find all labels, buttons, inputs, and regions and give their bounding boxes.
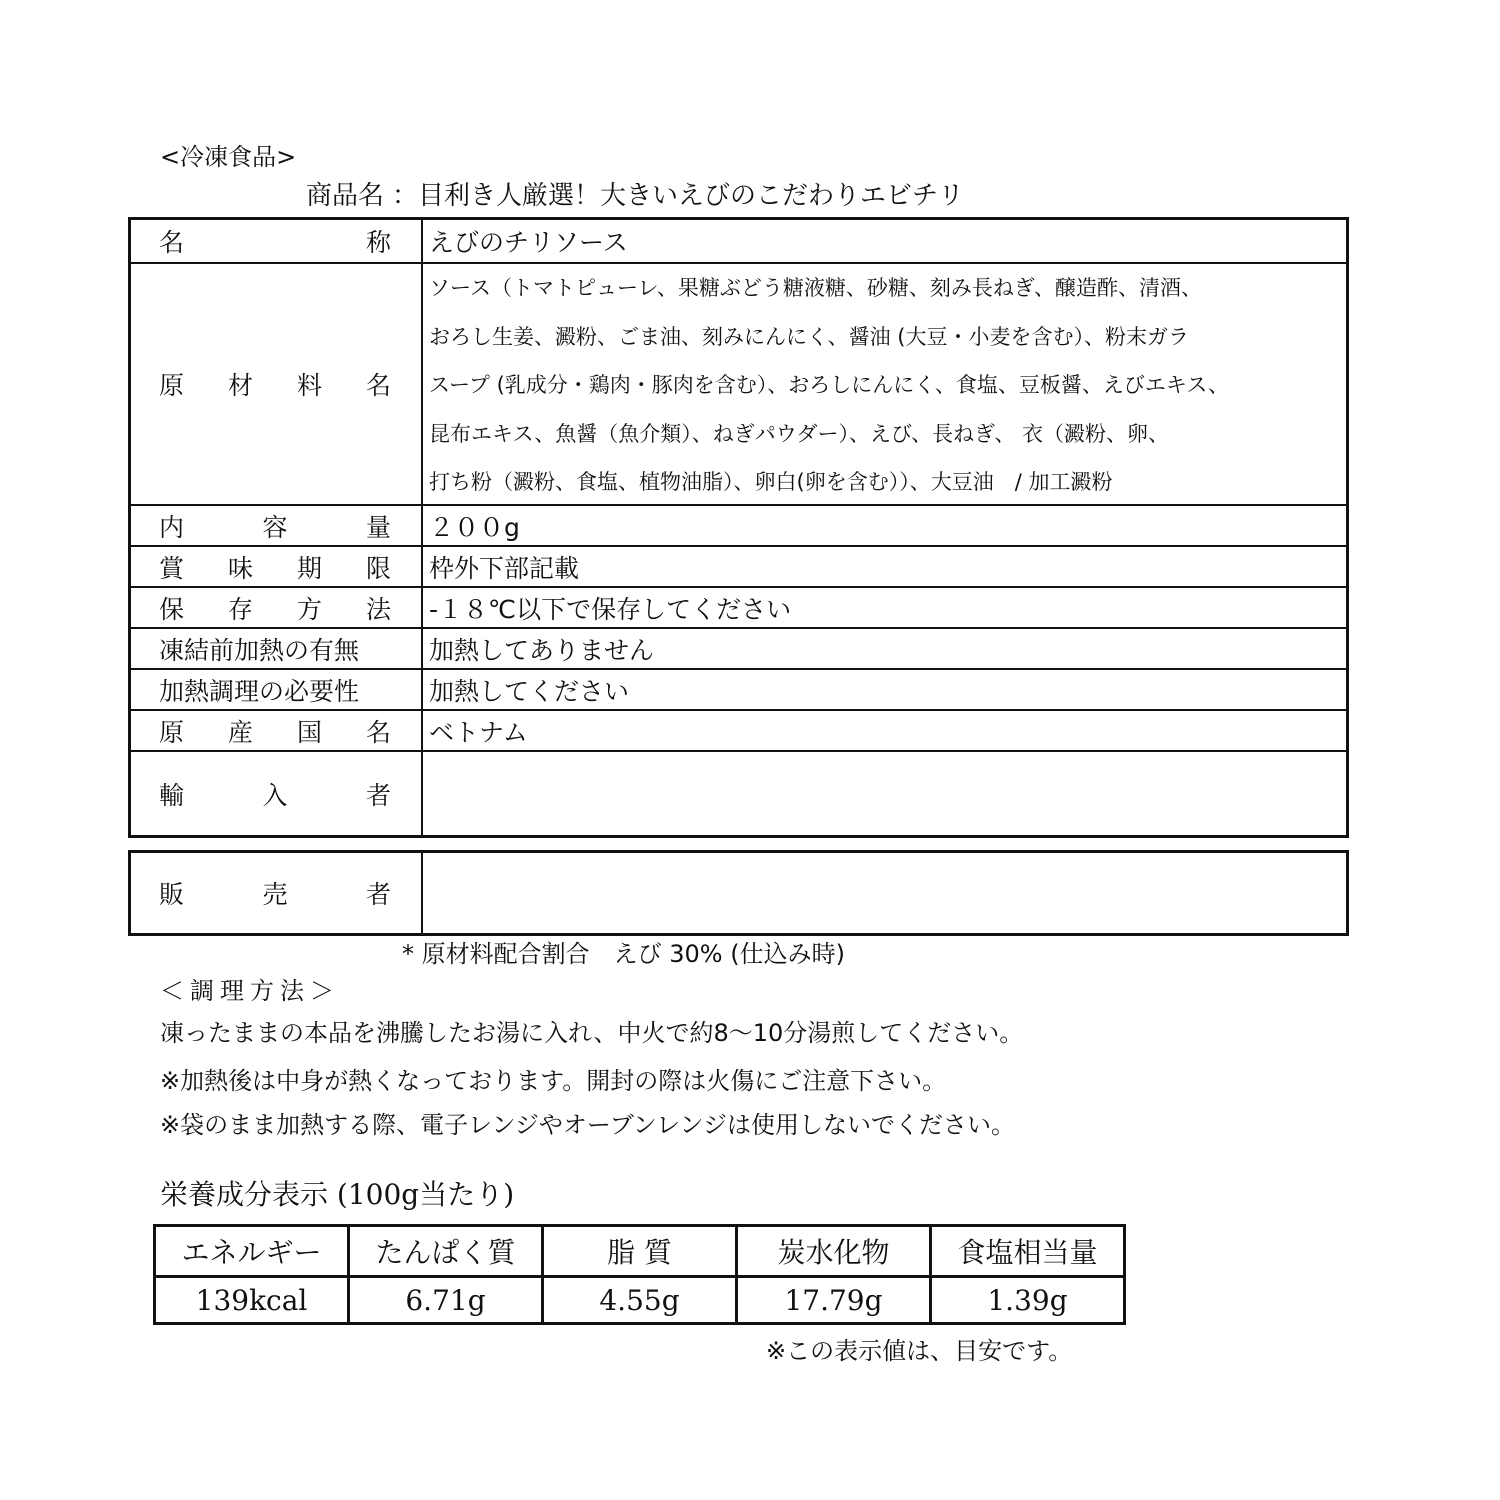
row-value: 加熱してありません bbox=[429, 635, 655, 665]
ingredients-line: 昆布エキス、魚醤（魚介類）、ねぎパウダー）、えび、長ねぎ、 衣（澱粉、卵、 bbox=[429, 421, 1169, 446]
row-pre-heated bbox=[131, 627, 1346, 668]
row-key: 加熱調理の必要性 bbox=[131, 670, 423, 709]
row-key: 輸 入 者 bbox=[131, 752, 423, 835]
product-name-label: 商品名 bbox=[306, 181, 385, 211]
nutrition-header: エネルギー bbox=[155, 1226, 349, 1277]
row-key: 保 存 方 法 bbox=[131, 588, 423, 627]
nutrition-header: 食塩相当量 bbox=[931, 1226, 1125, 1277]
row-storage bbox=[131, 586, 1346, 627]
cooking-heading: ＜調理方法＞ bbox=[160, 977, 340, 1005]
ingredients-list bbox=[423, 264, 1346, 504]
row-value: -１８℃以下で保存してください bbox=[429, 594, 792, 624]
nutrition-value: 6.71g bbox=[349, 1277, 543, 1324]
cooking-caution: ※袋のまま加熱する際、電子レンジやオーブンレンジは使用しないでください。 bbox=[160, 1111, 1015, 1139]
row-origin bbox=[131, 709, 1346, 750]
row-key: 原 材 料 名 bbox=[131, 264, 423, 504]
nutrition-note: ※この表示値は、目安です。 bbox=[766, 1337, 1073, 1365]
row-content bbox=[131, 504, 1346, 545]
cooking-instruction: 凍ったままの本品を沸騰したお湯に入れ、中火で約8～10分湯煎してください。 bbox=[160, 1019, 1024, 1047]
row-key: 販 売 者 bbox=[131, 853, 423, 933]
row-value: ２００g bbox=[429, 512, 520, 542]
nutrition-table bbox=[153, 1224, 1126, 1325]
nutrition-value: 17.79g bbox=[737, 1277, 931, 1324]
row-importer bbox=[131, 750, 1346, 835]
nutrition-value: 139kcal bbox=[155, 1277, 349, 1324]
nutrition-header: たんぱく質 bbox=[349, 1226, 543, 1277]
row-value: えびのチリソース bbox=[429, 228, 628, 257]
cooking-caution: ※加熱後は中身が熱くなっております。開封の際は火傷にご注意下さい。 bbox=[160, 1067, 947, 1095]
food-label-table bbox=[128, 217, 1349, 838]
row-key: 凍結前加熱の有無 bbox=[131, 629, 423, 668]
nutrition-value: 4.55g bbox=[543, 1277, 737, 1324]
ingredients-line: スープ (乳成分・鶏肉・豚肉を含む）、おろしにんにく、食塩、豆板醤、えびエキス、 bbox=[429, 373, 1230, 397]
row-key: 名 称 bbox=[131, 220, 423, 262]
ingredients-line: 打ち粉（澱粉、食塩、植物油脂）、卵白(卵を含む））、大豆油 / 加工澱粉 bbox=[429, 470, 1113, 494]
product-name-separator: ： bbox=[392, 181, 419, 211]
nutrition-title: 栄養成分表示 (100g当たり) bbox=[160, 1178, 515, 1211]
row-value: 加熱してください bbox=[429, 676, 630, 706]
ingredients-line: ソース（トマトピューレ、果糖ぶどう糖液糖、砂糖、刻み長ねぎ、醸造酢、清酒、 bbox=[429, 276, 1203, 300]
row-cook-required bbox=[131, 668, 1346, 709]
row-key: 内 容 量 bbox=[131, 506, 423, 545]
row-value: ベトナム bbox=[429, 717, 528, 747]
nutrition-header: 炭水化物 bbox=[737, 1226, 931, 1277]
nutrition-header-row bbox=[155, 1226, 1125, 1277]
row-value: 枠外下部記載 bbox=[429, 553, 580, 583]
nutrition-value: 1.39g bbox=[931, 1277, 1125, 1324]
nutrition-value-row bbox=[155, 1277, 1125, 1324]
row-value bbox=[423, 752, 1346, 835]
nutrition-header: 脂 質 bbox=[543, 1226, 737, 1277]
row-key: 賞 味 期 限 bbox=[131, 547, 423, 586]
row-best-before bbox=[131, 545, 1346, 586]
ingredient-ratio-note: * 原材料配合割合 えび 30% (仕込み時) bbox=[402, 940, 845, 968]
row-value bbox=[423, 853, 1346, 933]
category-heading: <冷凍食品> bbox=[160, 143, 297, 171]
row-name bbox=[131, 220, 1346, 262]
product-name-row bbox=[306, 180, 964, 212]
product-name: 目利き人厳選！大きいえびのこだわりエビチリ bbox=[418, 181, 965, 211]
row-key: 原 産 国 名 bbox=[131, 711, 423, 750]
seller-table bbox=[128, 850, 1349, 936]
ingredients-line: おろし生姜、澱粉、ごま油、刻みにんにく、醤油 (大豆・小麦を含む）、粉末ガラ bbox=[429, 324, 1189, 349]
row-ingredients bbox=[131, 262, 1346, 504]
